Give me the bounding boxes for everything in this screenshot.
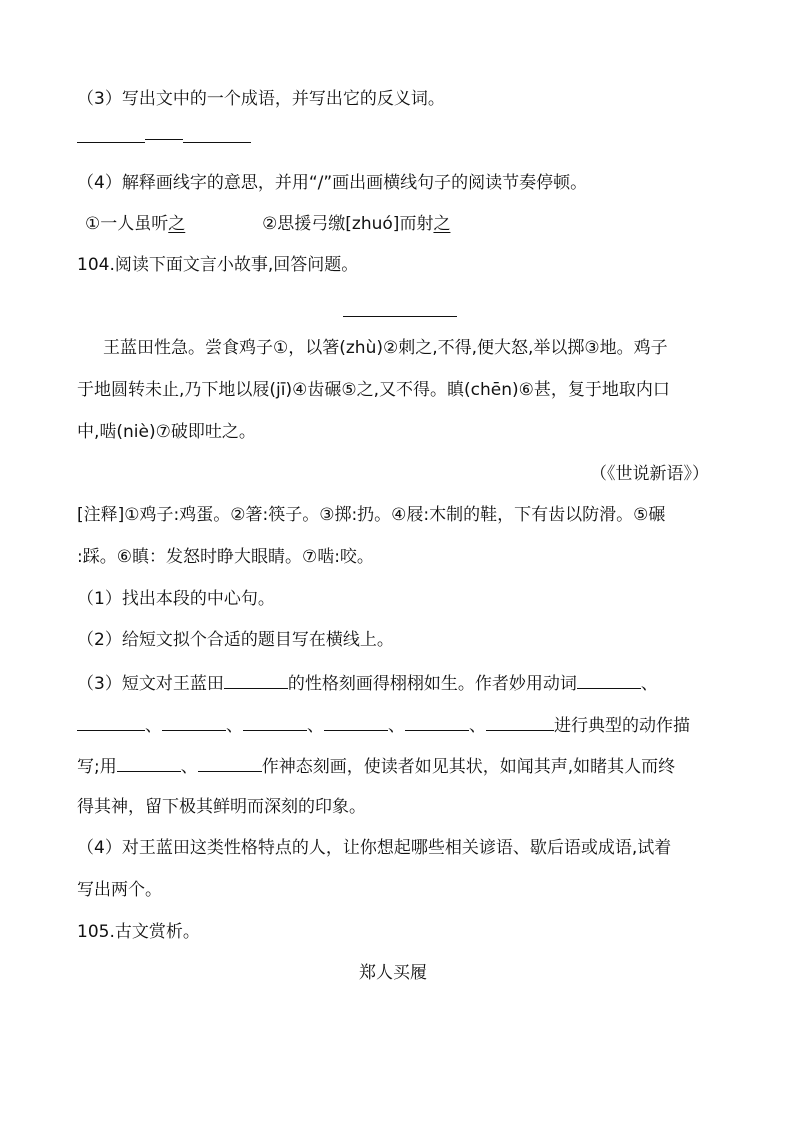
question-3b-line-2 <box>77 712 690 738</box>
answer-blank[interactable] <box>324 712 388 731</box>
answer-blank[interactable] <box>162 712 226 731</box>
q3b-text-a: （3）短文对王蓝田 <box>77 674 224 694</box>
answer-blank[interactable] <box>486 712 554 731</box>
item-2-text: ②思援弓缴[zhuó]而射 <box>262 214 434 234</box>
q3b-text-b: 的性格刻画得栩栩如生。作者妙用动词 <box>287 674 577 694</box>
title-answer-line[interactable] <box>343 316 457 317</box>
answer-blank[interactable] <box>224 670 288 689</box>
question-3b-line-4: 得其神，留下极其鲜明而深刻的印象。 <box>77 797 366 817</box>
question-105-title: 105.古文赏析。 <box>77 922 200 942</box>
question-2: （2）给短文拟个合适的题目写在横线上。 <box>77 630 394 650</box>
q3b-text-d: 进行典型的动作描 <box>554 716 690 736</box>
question-3b-line-1 <box>77 670 658 696</box>
question-4-prompt: （4）解释画线字的意思，并用“/”画出画横线句子的阅读节奏停顿。 <box>77 173 588 193</box>
notes-line-1: [注释]①鸡子:鸡蛋。②箸:筷子。③掷:扔。④屐:木制的鞋，下有齿以防滑。⑤碾 <box>77 505 666 525</box>
q3b-sep: 、 <box>145 716 162 736</box>
answer-blank[interactable] <box>117 753 181 772</box>
question-4b-line-1: （4）对王蓝田这类性格特点的人，让你想起哪些相关谚语、歇后语或成语,试着 <box>77 838 672 858</box>
question-104-title: 104.阅读下面文言小故事,回答问题。 <box>77 255 359 275</box>
answer-blank[interactable] <box>405 712 469 731</box>
answer-blank[interactable] <box>243 712 307 731</box>
notes-line-2: :踩。⑥瞋：发怒时睁大眼睛。⑦啮:咬。 <box>77 547 374 567</box>
q3b-sep: 、 <box>180 757 198 777</box>
q3b-sep: 、 <box>307 716 324 736</box>
question-4b-line-2: 写出两个。 <box>77 880 162 900</box>
item-1-underlined: 之 <box>168 214 186 234</box>
q3b-sep: 、 <box>388 716 405 736</box>
question-3-prompt: （3）写出文中的一个成语，并写出它的反义词。 <box>77 89 445 109</box>
answer-blank-row <box>77 124 251 150</box>
q3b-sep: 、 <box>469 716 486 736</box>
question-1: （1）找出本段的中心句。 <box>77 589 275 609</box>
answer-blank[interactable] <box>77 124 145 143</box>
story-line-1: 王蓝田性急。尝食鸡子①，以箸(zhù)②刺之,不得,便大怒,举以掷③地。鸡子 <box>103 338 668 358</box>
story-line-2: 于地圆转未止,乃下地以屐(jī)④齿碾⑤之,又不得。瞋(chēn)⑥甚，复于地取内口 <box>77 380 670 400</box>
question-3b-line-3 <box>77 753 675 779</box>
story-title: 郑人买履 <box>359 963 427 983</box>
answer-blank[interactable] <box>183 124 251 143</box>
item-2-underlined: 之 <box>433 214 451 234</box>
answer-blank[interactable] <box>577 670 641 689</box>
item-1-text: ①一人虽听 <box>85 214 169 234</box>
divider-line <box>145 139 183 140</box>
answer-blank[interactable] <box>198 753 262 772</box>
story-line-3: 中,啮(niè)⑦破即吐之。 <box>77 422 256 442</box>
q3b-text-e: 写;用 <box>77 757 117 777</box>
q3b-sep: 、 <box>640 674 658 694</box>
q3b-sep: 、 <box>226 716 243 736</box>
answer-blank[interactable] <box>77 712 145 731</box>
source-citation: （《世说新语》） <box>590 464 709 484</box>
question-4-items <box>85 212 450 236</box>
q3b-text-f: 作神态刻画，使读者如见其状，如闻其声,如睹其人而终 <box>261 757 676 777</box>
